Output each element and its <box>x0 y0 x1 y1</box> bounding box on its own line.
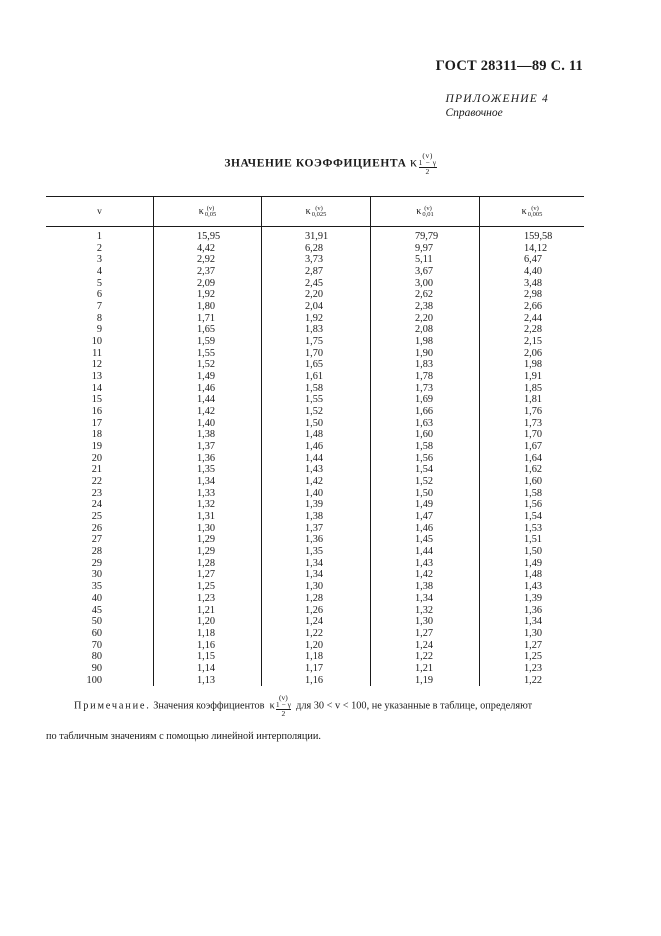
cell-k0005: 4,40 <box>480 266 585 278</box>
cell-k001: 1,90 <box>371 348 480 360</box>
cell-k001: 1,38 <box>371 581 480 593</box>
cell-k0005: 1,43 <box>480 581 585 593</box>
cell-k0025: 1,75 <box>262 336 371 348</box>
cell-k001: 1,66 <box>371 406 480 418</box>
cell-k001: 1,34 <box>371 593 480 605</box>
cell-k0025: 1,28 <box>262 593 371 605</box>
k0005-kappa: κ <box>521 205 527 217</box>
cell-k005: 1,14 <box>154 663 262 675</box>
table-row <box>46 558 584 570</box>
cell-k005: 1,46 <box>154 383 262 395</box>
cell-k001: 1,54 <box>371 464 480 476</box>
cell-k0005: 1,76 <box>480 406 585 418</box>
k0025-kappa: κ <box>305 205 311 217</box>
k001-subscript: 0,01 <box>422 211 434 218</box>
cell-k005: 1,37 <box>154 441 262 453</box>
cell-k0005: 1,85 <box>480 383 585 395</box>
cell-k001: 1,44 <box>371 546 480 558</box>
cell-k005: 1,71 <box>154 313 262 325</box>
cell-k001: 1,52 <box>371 476 480 488</box>
cell-k001: 1,21 <box>371 663 480 675</box>
table-row <box>46 628 584 640</box>
cell-k0005: 2,66 <box>480 301 585 313</box>
k005-kappa: κ <box>198 205 204 217</box>
cell-k005: 1,35 <box>154 464 262 476</box>
cell-k005: 1,42 <box>154 406 262 418</box>
table-row <box>46 429 584 441</box>
column-header-v <box>46 197 154 227</box>
cell-v: 35 <box>91 581 102 593</box>
table-row <box>46 278 584 290</box>
cell-k0025: 1,46 <box>262 441 371 453</box>
title-kappa-numerator: 1 − γ <box>418 158 437 167</box>
cell-k0005: 3,48 <box>480 278 585 290</box>
cell-k001: 1,47 <box>371 511 480 523</box>
cell-k005: 1,16 <box>154 640 262 652</box>
cell-v: 100 <box>86 674 102 686</box>
cell-k005: 1,65 <box>154 324 262 336</box>
cell-v: 80 <box>91 651 102 663</box>
cell-v: 21 <box>91 464 102 476</box>
cell-k001: 1,22 <box>371 651 480 663</box>
cell-v: 1 <box>96 231 102 242</box>
k0025-subscript: 0,025 <box>311 211 327 218</box>
table-row <box>46 313 584 325</box>
cell-k001: 1,45 <box>371 534 480 546</box>
cell-k0005: 6,47 <box>480 254 585 266</box>
cell-v: 9 <box>96 324 102 336</box>
appendix-title: ПРИЛОЖЕНИЕ 4 <box>445 93 549 105</box>
cell-k005: 1,31 <box>154 511 262 523</box>
cell-v: 60 <box>91 627 102 639</box>
cell-k0025: 2,87 <box>262 266 371 278</box>
cell-k005: 1,25 <box>154 581 262 593</box>
cell-v: 40 <box>91 592 102 604</box>
cell-k0005: 1,51 <box>480 534 585 546</box>
appendix-subtitle: Справочное <box>445 107 503 119</box>
cell-k001: 2,62 <box>371 289 480 301</box>
cell-k005: 1,21 <box>154 605 262 617</box>
cell-v: 26 <box>91 522 102 534</box>
cell-k005: 1,18 <box>154 628 262 640</box>
table-header-row <box>46 197 584 227</box>
cell-v: 30 <box>91 569 102 581</box>
k001-kappa: κ <box>416 205 422 217</box>
cell-k001: 2,08 <box>371 324 480 336</box>
table-row <box>46 476 584 488</box>
cell-v: 18 <box>91 429 102 441</box>
note-kappa-denominator: 2 <box>276 709 291 718</box>
cell-k0025: 1,34 <box>262 558 371 570</box>
cell-k0025: 1,58 <box>262 383 371 395</box>
cell-k0025: 1,42 <box>262 476 371 488</box>
cell-k0025: 1,30 <box>262 581 371 593</box>
cell-k001: 3,00 <box>371 278 480 290</box>
cell-k0005: 1,58 <box>480 488 585 500</box>
cell-k001: 5,11 <box>371 254 480 266</box>
cell-k0005: 14,12 <box>480 243 585 255</box>
title-kappa-symbol: κ <box>409 155 418 171</box>
cell-k001: 2,20 <box>371 313 480 325</box>
cell-k001: 1,73 <box>371 383 480 395</box>
cell-k0025: 1,50 <box>262 418 371 430</box>
table-row <box>46 254 584 266</box>
cell-k0025: 1,22 <box>262 628 371 640</box>
cell-v: 10 <box>91 336 102 348</box>
cell-k0025: 1,18 <box>262 651 371 663</box>
cell-v: 6 <box>96 289 102 301</box>
table-row <box>46 534 584 546</box>
cell-v: 23 <box>91 487 102 499</box>
cell-k005: 1,29 <box>154 546 262 558</box>
cell-k001: 1,42 <box>371 569 480 581</box>
table-row <box>46 651 584 663</box>
table-row <box>46 581 584 593</box>
cell-k0025: 1,35 <box>262 546 371 558</box>
cell-k0025: 3,73 <box>262 254 371 266</box>
cell-v: 16 <box>91 406 102 418</box>
cell-k005: 1,40 <box>154 418 262 430</box>
cell-k0005: 1,67 <box>480 441 585 453</box>
table-row <box>46 511 584 523</box>
cell-k0025: 1,16 <box>262 675 371 687</box>
cell-k0005: 1,30 <box>480 628 585 640</box>
cell-k0025: 1,39 <box>262 499 371 511</box>
cell-v: 27 <box>91 534 102 546</box>
title-kappa-superscript: (v) <box>422 151 433 160</box>
cell-v: 28 <box>91 546 102 558</box>
table-body <box>46 227 584 687</box>
cell-k0025: 1,38 <box>262 511 371 523</box>
cell-k005: 1,92 <box>154 289 262 301</box>
cell-k0025: 1,36 <box>262 534 371 546</box>
cell-k001: 1,78 <box>371 371 480 383</box>
note-kappa-superscript: (v) <box>279 693 288 702</box>
cell-v: 22 <box>91 476 102 488</box>
table-row <box>46 640 584 652</box>
column-header-k0025-symbol <box>306 206 327 217</box>
column-header-k0005-symbol <box>522 206 543 217</box>
cell-k0025: 1,37 <box>262 523 371 535</box>
cell-k005: 1,36 <box>154 453 262 465</box>
cell-v: 2 <box>96 242 102 254</box>
table-row <box>46 605 584 617</box>
cell-k0005: 1,53 <box>480 523 585 535</box>
k005-superscript: (v) <box>206 205 215 212</box>
note-line-1 <box>46 694 584 718</box>
cell-v: 14 <box>91 382 102 394</box>
k001-superscript: (v) <box>424 205 432 212</box>
k005-subscript: 0,05 <box>204 211 217 218</box>
table-row <box>46 371 584 383</box>
note-text-after: для 30 < v < 100, не указанные в таблице, определяют <box>296 700 533 712</box>
cell-k001: 1,50 <box>371 488 480 500</box>
k005-index <box>205 205 216 218</box>
cell-k005: 1,52 <box>154 359 262 371</box>
cell-k005: 15,95 <box>154 227 262 243</box>
cell-k0005: 1,91 <box>480 371 585 383</box>
column-header-k001 <box>371 197 480 227</box>
table-row <box>46 359 584 371</box>
note-text-before: Значения коэффициентов <box>153 700 265 712</box>
table-row <box>46 464 584 476</box>
cell-k0005: 1,39 <box>480 593 585 605</box>
cell-k005: 1,32 <box>154 499 262 511</box>
cell-k0025: 1,40 <box>262 488 371 500</box>
cell-k0025: 1,20 <box>262 640 371 652</box>
cell-k001: 1,83 <box>371 359 480 371</box>
cell-k005: 1,30 <box>154 523 262 535</box>
cell-v: 50 <box>91 616 102 628</box>
cell-v: 17 <box>91 417 102 429</box>
cell-k001: 1,69 <box>371 394 480 406</box>
cell-k0025: 1,55 <box>262 394 371 406</box>
table-row <box>46 394 584 406</box>
cell-k005: 4,42 <box>154 243 262 255</box>
cell-v: 12 <box>91 359 102 371</box>
cell-v: 90 <box>91 662 102 674</box>
cell-v: 11 <box>92 347 102 359</box>
table-row <box>46 336 584 348</box>
cell-k001: 1,56 <box>371 453 480 465</box>
cell-v: 7 <box>96 301 102 313</box>
table-row <box>46 663 584 675</box>
cell-k0005: 159,58 <box>480 227 585 243</box>
cell-k001: 1,24 <box>371 640 480 652</box>
cell-k0005: 1,70 <box>480 429 585 441</box>
cell-k005: 1,59 <box>154 336 262 348</box>
cell-k0005: 1,27 <box>480 640 585 652</box>
column-header-v-label: v <box>97 206 102 217</box>
cell-v: 5 <box>96 277 102 289</box>
column-header-k005 <box>154 197 262 227</box>
table-row <box>46 569 584 581</box>
cell-k001: 1,19 <box>371 675 480 687</box>
column-header-k005-symbol <box>199 206 216 217</box>
cell-k001: 1,32 <box>371 605 480 617</box>
cell-v: 24 <box>91 499 102 511</box>
cell-k001: 9,97 <box>371 243 480 255</box>
cell-k005: 1,49 <box>154 371 262 383</box>
table-row <box>46 675 584 687</box>
cell-k0005: 1,73 <box>480 418 585 430</box>
cell-k0005: 1,98 <box>480 359 585 371</box>
note-kappa-index <box>276 694 291 718</box>
cell-k0005: 2,44 <box>480 313 585 325</box>
cell-k005: 1,15 <box>154 651 262 663</box>
cell-k0025: 2,45 <box>262 278 371 290</box>
cell-k005: 1,29 <box>154 534 262 546</box>
cell-v: 8 <box>96 312 102 324</box>
cell-k0005: 1,81 <box>480 394 585 406</box>
cell-k0025: 6,28 <box>262 243 371 255</box>
cell-v: 45 <box>91 604 102 616</box>
k0005-superscript: (v) <box>531 205 539 212</box>
cell-k001: 1,27 <box>371 628 480 640</box>
column-header-k0005 <box>480 197 585 227</box>
cell-v: 4 <box>96 266 102 278</box>
table-row <box>46 289 584 301</box>
title-kappa-denominator: 2 <box>419 167 437 176</box>
table-row <box>46 616 584 628</box>
cell-k005: 2,37 <box>154 266 262 278</box>
cell-k005: 1,33 <box>154 488 262 500</box>
table-row <box>46 243 584 255</box>
cell-k0005: 1,23 <box>480 663 585 675</box>
table-note <box>46 694 584 744</box>
cell-k005: 1,80 <box>154 301 262 313</box>
table-title <box>0 152 661 176</box>
table-row <box>46 523 584 535</box>
cell-k0025: 1,34 <box>262 569 371 581</box>
cell-k0005: 1,36 <box>480 605 585 617</box>
cell-k001: 1,49 <box>371 499 480 511</box>
cell-k0005: 1,60 <box>480 476 585 488</box>
table-row <box>46 453 584 465</box>
cell-k0005: 2,06 <box>480 348 585 360</box>
cell-k005: 2,92 <box>154 254 262 266</box>
cell-k001: 1,63 <box>371 418 480 430</box>
cell-k0005: 2,28 <box>480 324 585 336</box>
cell-k001: 1,43 <box>371 558 480 570</box>
cell-k0005: 1,56 <box>480 499 585 511</box>
cell-k005: 1,44 <box>154 394 262 406</box>
cell-k005: 1,28 <box>154 558 262 570</box>
cell-k0005: 1,25 <box>480 651 585 663</box>
cell-k0025: 1,24 <box>262 616 371 628</box>
k0005-index <box>528 205 543 218</box>
cell-k0025: 1,92 <box>262 313 371 325</box>
note-kappa-numerator: 1 − γ <box>275 700 291 709</box>
cell-k001: 1,30 <box>371 616 480 628</box>
cell-k0005: 1,48 <box>480 569 585 581</box>
cell-k001: 3,67 <box>371 266 480 278</box>
cell-k0005: 2,98 <box>480 289 585 301</box>
table-row <box>46 441 584 453</box>
cell-k0025: 1,61 <box>262 371 371 383</box>
cell-k005: 1,23 <box>154 593 262 605</box>
coefficient-table <box>46 196 584 686</box>
cell-k0025: 1,83 <box>262 324 371 336</box>
cell-v: 29 <box>91 557 102 569</box>
table-row <box>46 418 584 430</box>
cell-k001: 1,58 <box>371 441 480 453</box>
table-row <box>46 488 584 500</box>
k0025-superscript: (v) <box>315 205 323 212</box>
cell-k0005: 2,15 <box>480 336 585 348</box>
cell-k0025: 1,70 <box>262 348 371 360</box>
table-row <box>46 266 584 278</box>
table-row <box>46 348 584 360</box>
cell-k0025: 1,44 <box>262 453 371 465</box>
cell-k005: 1,20 <box>154 616 262 628</box>
cell-k0025: 1,43 <box>262 464 371 476</box>
cell-k0005: 1,34 <box>480 616 585 628</box>
cell-k005: 1,34 <box>154 476 262 488</box>
cell-k001: 2,38 <box>371 301 480 313</box>
cell-v: 13 <box>91 371 102 383</box>
cell-k0005: 1,54 <box>480 511 585 523</box>
cell-k0025: 31,91 <box>262 227 371 243</box>
cell-k0025: 1,52 <box>262 406 371 418</box>
cell-k0025: 1,26 <box>262 605 371 617</box>
cell-k0005: 1,64 <box>480 453 585 465</box>
cell-k001: 1,60 <box>371 429 480 441</box>
table-row <box>46 227 584 243</box>
cell-k0005: 1,50 <box>480 546 585 558</box>
cell-k001: 1,98 <box>371 336 480 348</box>
cell-k005: 2,09 <box>154 278 262 290</box>
table-row <box>46 301 584 313</box>
cell-v: 3 <box>96 254 102 266</box>
cell-k001: 79,79 <box>371 227 480 243</box>
cell-k0025: 2,04 <box>262 301 371 313</box>
table-row <box>46 546 584 558</box>
cell-k005: 1,55 <box>154 348 262 360</box>
table-row <box>46 324 584 336</box>
note-kappa-symbol: κ <box>269 700 275 712</box>
column-header-k0025 <box>262 197 371 227</box>
cell-v: 19 <box>91 441 102 453</box>
title-kappa-index <box>419 152 437 176</box>
cell-v: 15 <box>91 394 102 406</box>
cell-k0025: 1,65 <box>262 359 371 371</box>
cell-k0025: 2,20 <box>262 289 371 301</box>
cell-v: 25 <box>91 511 102 523</box>
k0025-index <box>312 205 327 218</box>
appendix-block <box>445 92 549 120</box>
cell-k005: 1,13 <box>154 675 262 687</box>
column-header-k001-symbol <box>416 206 433 217</box>
k001-index <box>422 205 433 218</box>
table-row <box>46 593 584 605</box>
table-row <box>46 383 584 395</box>
cell-k005: 1,38 <box>154 429 262 441</box>
table-row <box>46 406 584 418</box>
table-row <box>46 499 584 511</box>
cell-v: 70 <box>91 639 102 651</box>
cell-v: 20 <box>91 452 102 464</box>
cell-k005: 1,27 <box>154 569 262 581</box>
cell-k0005: 1,49 <box>480 558 585 570</box>
cell-k0005: 1,62 <box>480 464 585 476</box>
k0005-subscript: 0,005 <box>527 211 543 218</box>
note-label: Примечание. <box>74 700 151 712</box>
page-header-standard: ГОСТ 28311—89 С. 11 <box>435 58 583 74</box>
note-line-2: по табличным значениям с помощью линейной интерполяции. <box>46 731 321 742</box>
cell-k0005: 1,22 <box>480 675 585 687</box>
cell-k0025: 1,17 <box>262 663 371 675</box>
cell-k001: 1,46 <box>371 523 480 535</box>
table-title-text: ЗНАЧЕНИЕ КОЭФФИЦИЕНТА <box>224 157 407 170</box>
cell-k0025: 1,48 <box>262 429 371 441</box>
